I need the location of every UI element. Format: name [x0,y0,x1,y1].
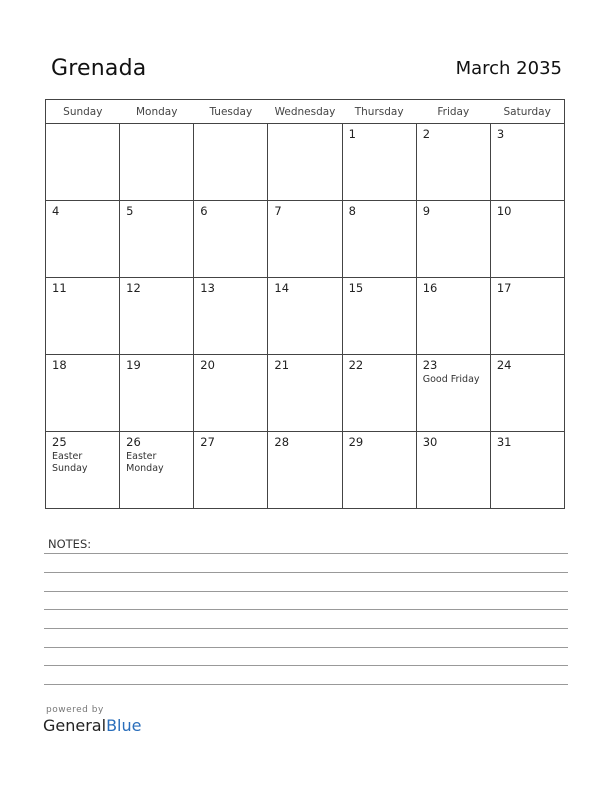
note-line [44,684,568,685]
day-cell [268,124,342,201]
day-cell [46,355,120,432]
day-number: 15 [348,281,364,295]
weekday-sunday: Sunday [46,100,120,124]
weekday-wednesday: Wednesday [268,100,342,124]
day-number: 13 [200,281,215,295]
day-number: 1 [348,127,356,141]
day-number: 8 [348,204,356,218]
week-row [46,432,565,509]
day-number: 28 [274,435,290,449]
day-number: 30 [422,435,438,449]
day-cell [490,432,564,509]
notes-label: NOTES: [48,537,92,551]
holiday-label: Easter Monday [126,451,164,474]
day-cell [490,201,564,278]
day-cell [120,432,194,509]
day-cell [194,355,268,432]
day-number: 14 [274,281,290,295]
weekday-friday: Friday [416,100,490,124]
day-cell [268,432,342,509]
weekday-monday: Monday [120,100,194,124]
day-cell [120,278,194,355]
note-line [44,591,568,592]
day-number: 6 [200,204,208,218]
day-cell [490,124,564,201]
day-number: 9 [422,204,431,218]
logo-blue-text: Blue [106,716,142,735]
note-line [44,609,568,610]
day-cell [342,278,416,355]
note-line [44,572,568,573]
day-number: 18 [52,358,67,372]
day-number: 11 [52,281,67,295]
day-number: 7 [274,204,282,218]
logo-general-text: General [43,716,107,735]
day-number: 20 [200,358,215,372]
day-cell [268,355,342,432]
day-cell [416,201,490,278]
day-number: 27 [200,435,215,449]
day-number: 17 [496,281,512,295]
note-line [44,665,568,666]
day-number: 24 [496,358,512,372]
note-line [44,553,568,554]
day-number: 25 [52,435,67,449]
day-cell [120,201,194,278]
day-cell [194,278,268,355]
day-number: 10 [496,204,512,218]
day-cell [120,355,194,432]
weekday-saturday: Saturday [490,100,564,124]
day-cell [268,278,342,355]
day-number: 23 [422,358,438,372]
holiday-label: Easter Sunday [52,451,88,474]
day-cell [268,201,342,278]
day-cell [194,201,268,278]
day-number: 16 [422,281,438,295]
day-number: 4 [52,204,60,218]
week-row [46,278,565,355]
day-cell [46,278,120,355]
day-number: 21 [274,358,290,372]
weekday-tuesday: Tuesday [194,100,268,124]
calendar-grid [45,99,565,509]
day-cell [342,355,416,432]
day-cell [416,432,490,509]
holiday-label: Good Friday [422,374,480,385]
day-number: 19 [126,358,141,372]
note-line [44,647,568,648]
day-cell [46,124,120,201]
day-cell [46,201,120,278]
day-number: 2 [422,127,431,141]
day-cell [342,201,416,278]
day-cell [194,124,268,201]
day-number: 26 [126,435,141,449]
day-cell [490,355,564,432]
day-cell [342,432,416,509]
day-number: 22 [348,358,364,372]
day-cell [46,432,120,509]
day-cell [490,278,564,355]
weekday-header-row [46,100,565,124]
week-row [46,124,565,201]
weekday-thursday: Thursday [342,100,416,124]
week-row [46,355,565,432]
generalblue-logo[interactable] [43,716,141,735]
day-cell [416,355,490,432]
day-cell [120,124,194,201]
powered-by-text: powered by [46,705,104,715]
day-cell [416,278,490,355]
day-number: 12 [126,281,141,295]
day-number: 31 [496,435,512,449]
day-number: 29 [348,435,364,449]
day-number: 3 [496,127,505,141]
day-cell [342,124,416,201]
day-cell [416,124,490,201]
week-row [46,201,565,278]
country-title: Grenada [51,56,147,81]
day-cell [194,432,268,509]
month-title: March 2035 [455,58,562,79]
day-number: 5 [126,204,134,218]
note-line [44,628,568,629]
